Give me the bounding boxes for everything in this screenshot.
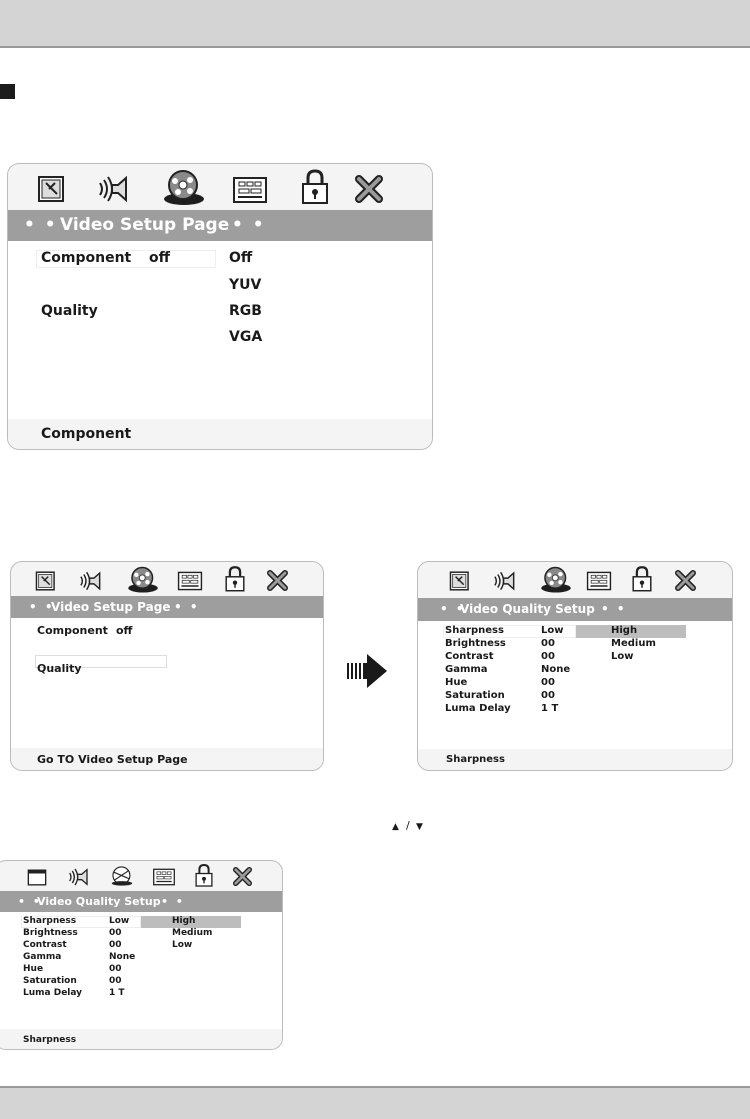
quality-item-label[interactable]: Saturation	[23, 976, 77, 986]
title-dots: • •	[24, 215, 58, 235]
quality-item-label[interactable]: Luma Delay	[23, 988, 83, 998]
quality-item-value: 00	[541, 690, 555, 701]
option-low[interactable]: Low	[172, 940, 193, 950]
status-bar	[11, 748, 323, 771]
option-medium[interactable]: Medium	[172, 928, 213, 938]
page-footer-band	[0, 1086, 750, 1119]
preference-icon[interactable]	[232, 176, 268, 204]
menu-body	[11, 618, 323, 748]
status-text: Go TO Video Setup Page	[37, 753, 188, 766]
password-lock-icon[interactable]	[194, 863, 214, 888]
video-setup-panel-large	[7, 163, 433, 450]
quality-item-label[interactable]: Contrast	[445, 651, 494, 662]
quality-item-value: None	[541, 664, 571, 675]
quality-item-value: 00	[109, 976, 122, 986]
panel-title: Video Quality Setup	[37, 895, 161, 908]
quality-item-value: 1 T	[541, 703, 559, 714]
preference-icon[interactable]	[177, 571, 203, 591]
title-dots: • •	[18, 895, 42, 908]
option-high[interactable]: High	[172, 916, 196, 926]
title-dots: • •	[29, 600, 55, 614]
quality-item-label[interactable]: Brightness	[445, 638, 506, 649]
panel-title-bar	[0, 891, 282, 912]
title-dots: • •	[161, 895, 185, 908]
menu-body	[418, 621, 732, 749]
quality-item-label[interactable]: Saturation	[445, 690, 505, 701]
up-arrow-key: ▲	[392, 822, 399, 832]
video-quality-panel-bottom	[0, 860, 283, 1050]
quality-item-label[interactable]: Gamma	[445, 664, 488, 675]
key-separator: /	[406, 819, 410, 832]
video-setup-icon[interactable]	[126, 566, 160, 594]
status-text: Sharpness	[23, 1035, 77, 1045]
video-setup-icon[interactable]	[161, 169, 207, 207]
arrow-right-icon	[347, 652, 387, 690]
menu-item-quality[interactable]: Quality	[41, 303, 98, 319]
option-medium[interactable]: Medium	[611, 638, 656, 649]
title-dots: • •	[601, 602, 627, 616]
option-low[interactable]: Low	[611, 651, 634, 662]
option-yuv[interactable]: YUV	[229, 277, 262, 293]
quality-item-value: 00	[541, 638, 555, 649]
general-setup-icon[interactable]	[449, 570, 471, 592]
video-setup-panel-small	[10, 561, 324, 771]
exit-icon[interactable]	[355, 175, 383, 203]
quality-item-label[interactable]: Gamma	[23, 952, 62, 962]
audio-setup-icon[interactable]	[492, 570, 518, 592]
exit-icon[interactable]	[267, 570, 288, 591]
status-text: Component	[41, 426, 132, 442]
password-lock-icon[interactable]	[300, 168, 330, 206]
general-setup-icon[interactable]	[35, 570, 57, 592]
menu-item-component[interactable]: Component	[37, 624, 108, 637]
quality-item-value: 00	[109, 928, 122, 938]
quality-item-value: 00	[109, 964, 122, 974]
option-vga[interactable]: VGA	[229, 329, 263, 345]
title-dots: • •	[440, 602, 466, 616]
menu-item-quality[interactable]: Quality	[37, 662, 82, 675]
quality-item-value: 1 T	[109, 988, 125, 998]
video-setup-icon[interactable]	[109, 865, 135, 887]
quality-item-label[interactable]: Contrast	[23, 940, 67, 950]
password-lock-icon[interactable]	[631, 565, 653, 593]
video-setup-icon[interactable]	[539, 566, 573, 594]
status-bar	[0, 1029, 282, 1050]
quality-item-value: Low	[109, 916, 130, 926]
quality-item-value: 00	[541, 677, 555, 688]
status-text: Sharpness	[446, 754, 505, 765]
general-setup-icon[interactable]	[37, 174, 67, 204]
preference-icon[interactable]	[586, 571, 612, 591]
option-high[interactable]: High	[611, 625, 638, 636]
quality-item-label[interactable]: Sharpness	[23, 916, 77, 926]
panel-title: Video Setup Page	[51, 600, 171, 614]
audio-setup-icon[interactable]	[67, 867, 91, 887]
status-bar	[418, 749, 732, 771]
menu-item-component-value: off	[116, 624, 133, 637]
panel-title: Video Setup Page	[60, 215, 230, 235]
quality-item-value: 00	[541, 651, 555, 662]
title-dots: • •	[232, 215, 266, 235]
quality-item-label[interactable]: Sharpness	[445, 625, 504, 636]
video-quality-panel-right	[417, 561, 733, 771]
option-off[interactable]: Off	[229, 250, 253, 266]
quality-item-label[interactable]: Hue	[445, 677, 468, 688]
exit-icon[interactable]	[233, 867, 252, 886]
quality-item-value: Low	[541, 625, 564, 636]
quality-item-label[interactable]: Brightness	[23, 928, 78, 938]
page-header-band	[0, 0, 750, 48]
menu-body	[8, 241, 432, 419]
general-setup-icon[interactable]	[27, 868, 47, 887]
quality-item-label[interactable]: Hue	[23, 964, 44, 974]
panel-title-bar	[11, 596, 323, 618]
exit-icon[interactable]	[675, 570, 696, 591]
quality-item-label[interactable]: Luma Delay	[445, 703, 511, 714]
quality-item-value: None	[109, 952, 136, 962]
audio-setup-icon[interactable]	[78, 570, 104, 592]
option-rgb[interactable]: RGB	[229, 303, 262, 319]
menu-item-component-value: off	[149, 250, 170, 266]
panel-title-bar	[418, 598, 732, 621]
audio-setup-icon[interactable]	[96, 174, 132, 204]
panel-title: Video Quality Setup	[460, 602, 595, 616]
password-lock-icon[interactable]	[224, 565, 246, 593]
menu-item-component[interactable]: Component	[41, 250, 132, 266]
panel-title-bar	[8, 210, 432, 241]
section-marker	[0, 84, 15, 99]
status-bar	[8, 419, 432, 450]
preference-icon[interactable]	[152, 868, 176, 886]
menu-body	[0, 912, 282, 1029]
down-arrow-key: ▼	[416, 822, 423, 832]
quality-item-value: 00	[109, 940, 122, 950]
title-dots: • •	[174, 600, 200, 614]
